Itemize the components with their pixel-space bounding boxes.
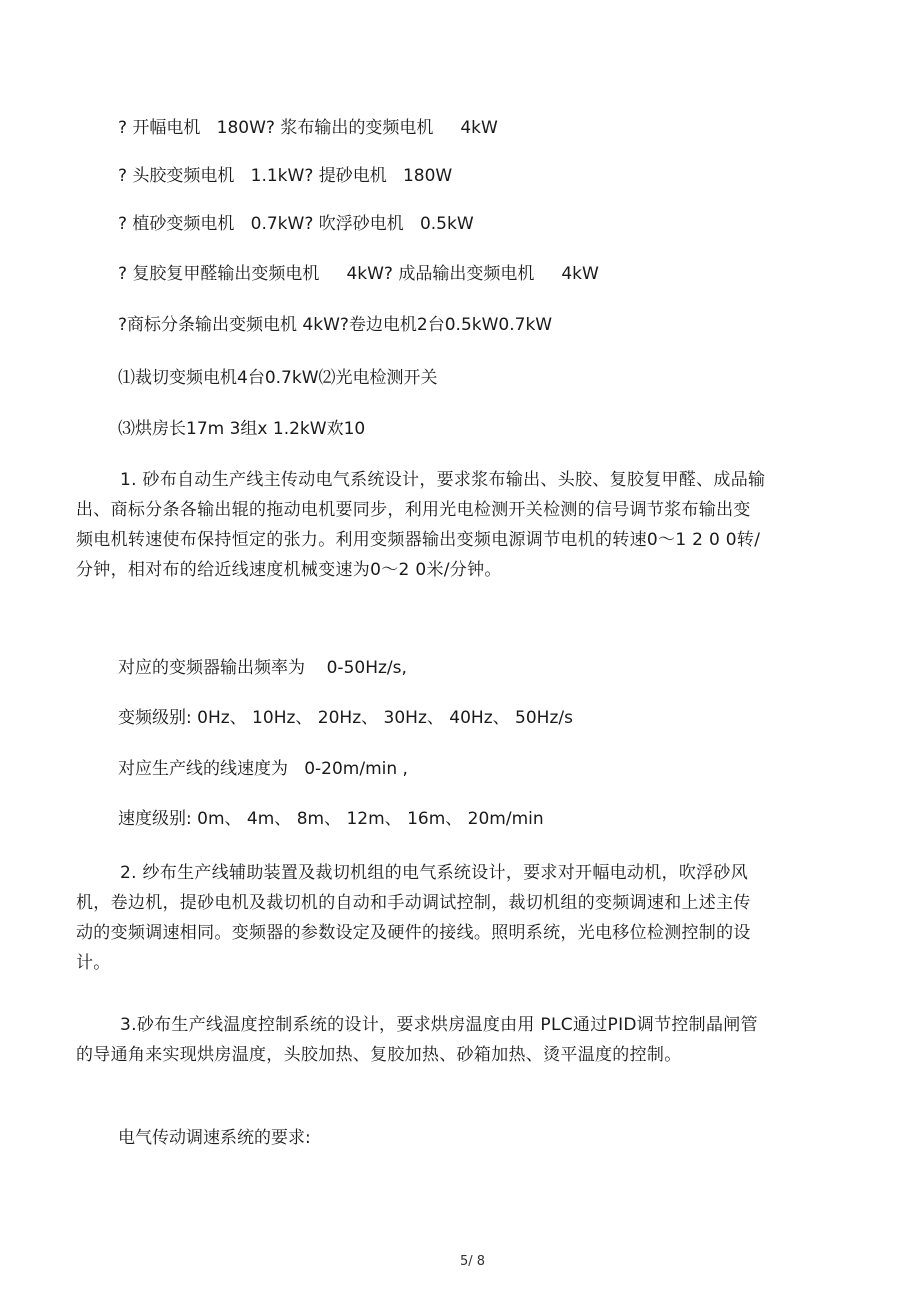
spec-line-motor-sand: ? 植砂变频电机 0.7kW? 吹浮砂电机 0.5kW: [118, 214, 474, 234]
freq-levels-line: 变频级别: 0Hz、 10Hz、 20Hz、 30Hz、 40Hz、 50Hz/s: [118, 708, 573, 728]
speed-levels-line: 速度级别: 0m、 4m、 8m、 12m、 16m、 20m/min: [118, 809, 544, 829]
speed-range-line: 对应生产线的线速度为 0-20m/min ,: [118, 759, 408, 779]
freq-range-line: 对应的变频器输出频率为 0-50Hz/s,: [118, 658, 407, 678]
paragraph-main-drive: 1. 砂布自动生产线主传动电气系统设计，要求浆布输出、头胶、复胶复甲醛、成品输出、商标分条各输出辊的拖动电机要同步，利用光电检测开关检测的信号调节浆布输出变频电机转速使布保持恒定的张力。利用变频器输出变频电源调节电机的转速0～1 2 0 0转/分钟，相对布的给近线速度机械变速为0～2 0米/分钟。: [76, 470, 766, 580]
spec-line-motor-reglue: ? 复胶复甲醛输出变频电机 4kW? 成品输出变频电机 4kW: [118, 264, 599, 284]
paragraph-auxiliary: 2. 纱布生产线辅助装置及裁切机组的电气系统设计，要求对开幅电动机，吹浮砂风机，卷边机，提砂电机及裁切机的自动和手动调试控制，裁切机组的变频调速和上述主传动的变频调速相同。变频器的参数设定及硬件的接线。照明系统，光电移位检测控制的设计。: [76, 863, 751, 973]
spec-line-cutting: ⑴裁切变频电机4台0.7kW⑵光电检测开关: [118, 368, 438, 388]
paragraph-temperature: 3.砂布生产线温度控制系统的设计，要求烘房温度由用 PLC通过PID调节控制晶闸管的导通角来实现烘房温度，头胶加热、复胶加热、砂箱加热、烫平温度的控制。: [76, 1015, 758, 1065]
spec-line-motor-label: ?商标分条输出变频电机 4kW?卷边电机2台0.5kW0.7kW: [118, 315, 553, 335]
section-heading: 电气传动调速系统的要求:: [118, 1128, 311, 1148]
spec-line-motor-glue: ? 头胶变频电机 1.1kW? 提砂电机 180W: [118, 166, 453, 186]
spec-line-motor-opening: ? 开幅电机 180W? 浆布输出的变频电机 4kW: [118, 118, 498, 138]
spec-line-drying-room: ⑶烘房长17m 3组x 1.2kW欢10: [118, 419, 366, 439]
page-number: 5/ 8: [460, 1254, 486, 1269]
